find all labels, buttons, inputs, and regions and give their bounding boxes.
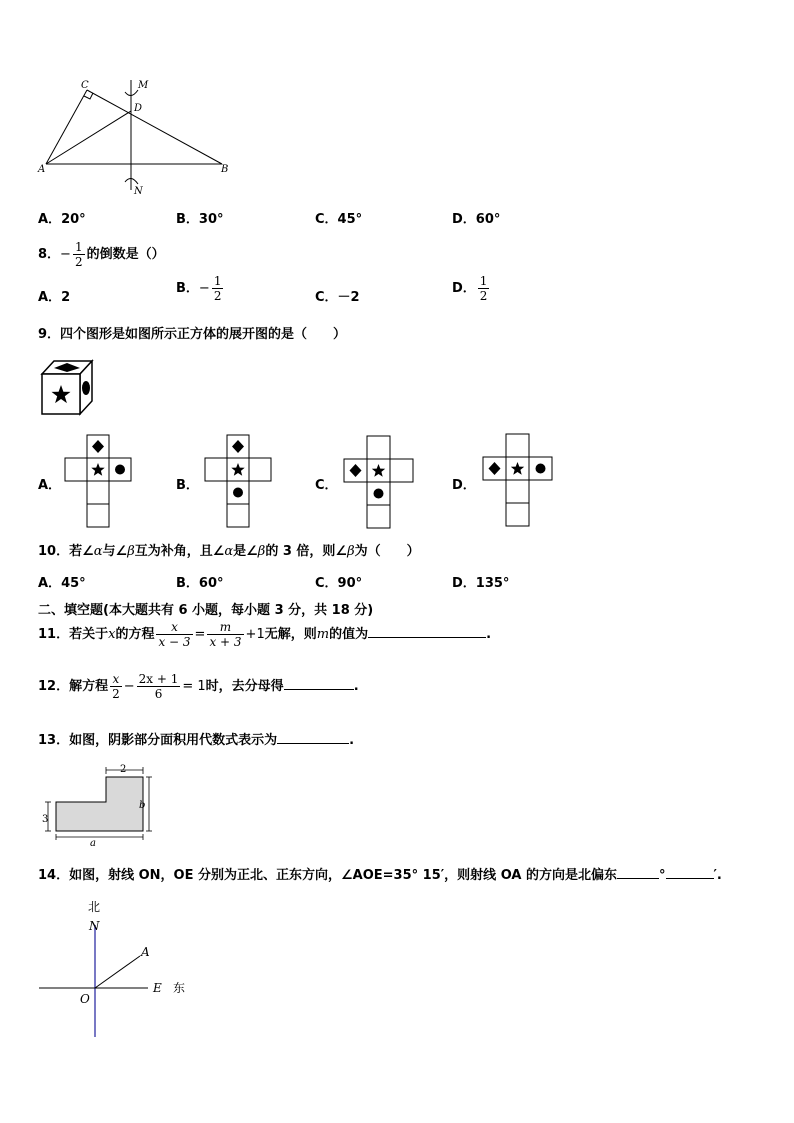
q10-option-c[interactable]: C．90° (315, 576, 363, 591)
label-A: A (141, 945, 150, 959)
label-A: A (38, 164, 46, 175)
label-E: E (153, 981, 162, 995)
q14-stem: 14．如图，射线 ON，OE 分别为正北、正东方向，∠AOE=35° 15′，则射线 OA 的方向是北偏东 ° ′. (38, 868, 722, 883)
q12-stem: 12．解方程 $\frac{x}{2}$ − $\frac{2x + 1}{6}$ = 1时，去分母得 . (38, 672, 359, 701)
q8-stem: 8．− $\frac{1}{2}$ 的倒数是（） (38, 240, 165, 269)
net-c (343, 435, 415, 530)
q14-degree-blank[interactable] (617, 878, 659, 879)
q11-stem: 11．若关于x的方程 $\frac{x}{x - 3}$ = $\frac{m}{x + 3}$ +1无解，则m的值为 . (38, 620, 492, 649)
triangle-figure (30, 78, 250, 200)
q10-option-d[interactable]: D．135° (452, 576, 510, 591)
dim-top: 2 (120, 764, 127, 775)
label-east-cn: 东 (173, 981, 186, 995)
circle-icon (82, 381, 90, 395)
q7-option-d[interactable]: D．60° (452, 212, 501, 227)
q10-option-a[interactable]: A．45° (38, 576, 86, 591)
circle-icon (233, 488, 243, 498)
compass-figure (36, 893, 196, 1043)
net-b (204, 434, 274, 529)
q10-option-b[interactable]: B．60° (176, 576, 224, 591)
q9-option-d[interactable]: D． (452, 478, 476, 493)
q9-stem: 9．四个图形是如图所示正方体的展开图的是（ ） (38, 327, 347, 342)
q9-option-b[interactable]: B． (176, 478, 199, 493)
q7-option-b[interactable]: B．30° (176, 212, 224, 227)
q8-option-a[interactable]: A．2 (38, 290, 71, 305)
q8-option-d[interactable]: D． $\frac{1}{2}$ (452, 274, 488, 303)
circle-icon (374, 489, 384, 499)
dim-right: b (139, 800, 146, 811)
shaded-l-figure (36, 760, 156, 850)
q7-option-a[interactable]: A．20° (38, 212, 86, 227)
circle-icon (536, 464, 546, 474)
section-title: 二、填空题(本大题共有 6 小题，每小题 3 分，共 18 分) (38, 603, 374, 618)
q14-minute-blank[interactable] (666, 878, 714, 879)
q7-option-c[interactable]: C．45° (315, 212, 363, 227)
q8-option-b[interactable]: B．− $\frac{1}{2}$ (176, 274, 222, 303)
q9-option-c[interactable]: C． (315, 478, 338, 493)
label-N: N (89, 919, 100, 933)
label-north-cn: 北 (88, 900, 101, 914)
label-C: C (81, 80, 89, 91)
cube-figure (38, 358, 96, 418)
q8-option-c[interactable]: C．－2 (315, 290, 360, 305)
q13-stem: 13．如图，阴影部分面积用代数式表示为 . (38, 733, 355, 748)
label-O: O (80, 992, 90, 1006)
net-d (482, 433, 554, 528)
label-D: D (134, 103, 143, 114)
dim-left: 3 (42, 814, 49, 825)
q13-answer-blank[interactable] (277, 743, 349, 744)
label-M: M (138, 80, 149, 91)
dim-bottom: a (90, 838, 96, 849)
circle-icon (115, 465, 125, 475)
label-B: B (221, 164, 229, 175)
q12-answer-blank[interactable] (284, 689, 354, 690)
q10-stem: 10．若∠α与∠β互为补角，且∠α是∠β的 3 倍，则∠β为（ ） (38, 544, 420, 559)
q11-answer-blank[interactable] (368, 637, 486, 638)
label-N: N (134, 186, 143, 197)
q9-option-a[interactable]: A． (38, 478, 62, 493)
net-a (64, 434, 134, 529)
